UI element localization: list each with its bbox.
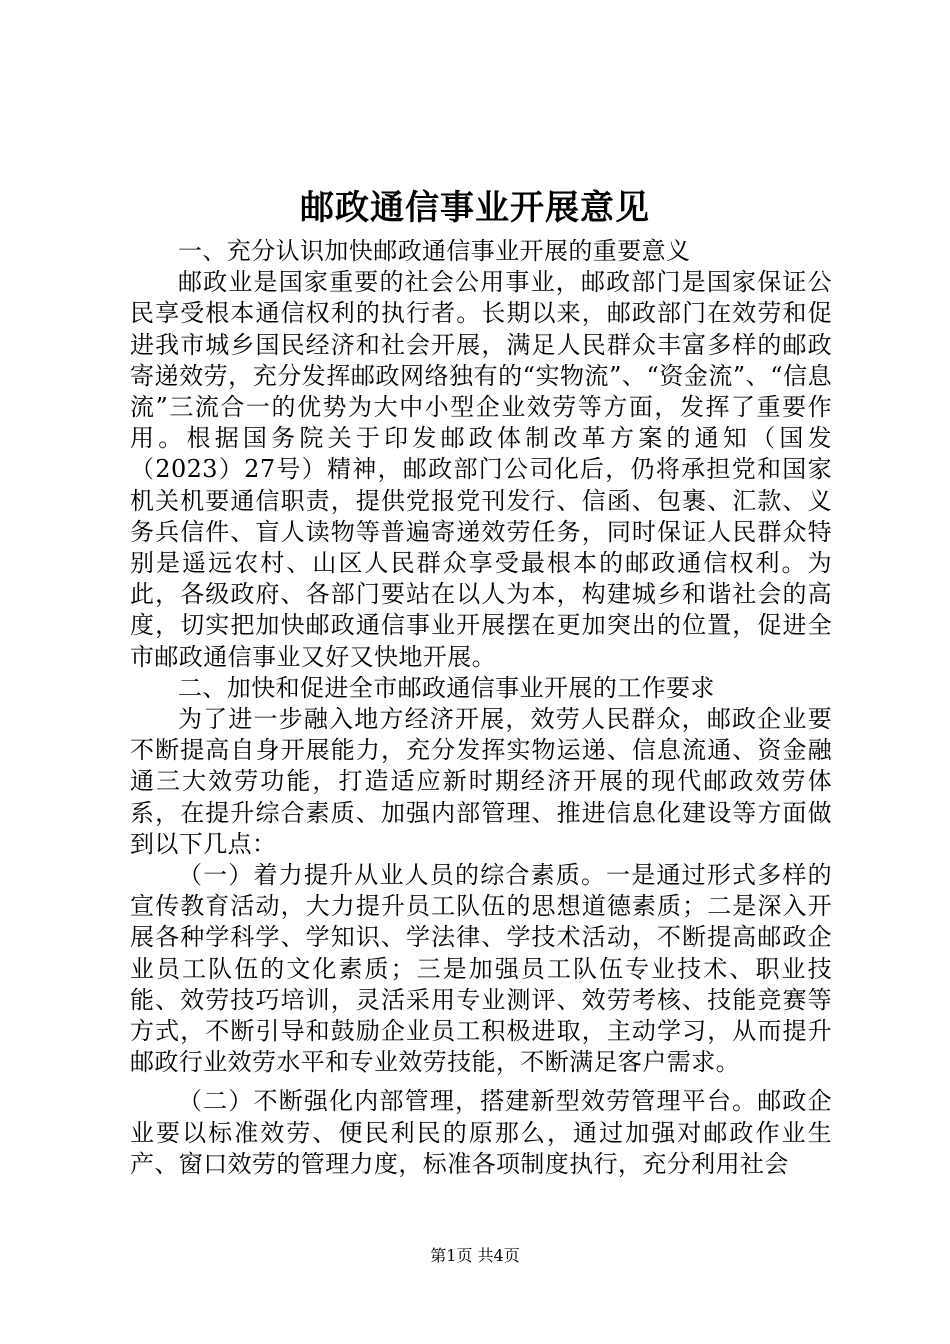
paragraph-1: 邮政业是国家重要的社会公用事业，邮政部门是国家保证公民享受根本通信权利的执行者。长期以来，邮政部门在效劳和促进我市城乡国民经济和社会开展，满足人民群众丰富多样的邮政寄递效劳，充分发挥邮政网络独有的“实物流”、“资金流”、“信息流”三流合一的优势为大中小型企业效劳等方面，发挥了重要作用。根据国务院关于印发邮政体制改革方案的通知（国发（2023）27号）精神，邮政部门公司化后，仍将承担党和国家机关机要通信职责，提供党报党刊发行、信函、包裹、汇款、义务兵信件、盲人读物等普遍寄递效劳任务，同时保证人民群众特别是遥远农村、山区人民群众享受最根本的邮政通信权利。为此，各级政府、各部门要站在以人为本，构建城乡和谐社会的高度，切实把加快邮政通信事业开展摆在更加突出的位置，促进全市邮政通信事业又好又快地开展。 — [130, 268, 832, 671]
paragraph-3: （一）着力提升从业人员的综合素质。一是通过形式多样的宣传教育活动，大力提升员工队伍的思想道德素质；二是深入开展各种学科学、学知识、学法律、学技术活动，不断提高邮政企业员工队伍的文化素质；三是加强员工队伍专业技术、职业技能、效劳技巧培训，灵活采用专业测评、效劳考核、技能竞赛等方式，不断引导和鼓励企业员工积极进取，主动学习，从而提升邮政行业效劳水平和专业效劳技能，不断满足客户需求。 — [130, 861, 832, 1077]
section-heading-1: 一、充分认识加快邮政通信事业开展的重要意义 — [178, 237, 691, 265]
page-title: 邮政通信事业开展意见 — [300, 188, 650, 228]
paragraph-2: 为了进一步融入地方经济开展，效劳人民群众，邮政企业要不断提高自身开展能力，充分发挥实物运递、信息流通、资金融通三大效劳功能，打造适应新时期经济开展的现代邮政效劳体系，在提升综合素质、加强内部管理、推进信息化建设等方面做到以下几点： — [130, 705, 832, 858]
page-number-footer: 第1页 共4页 — [430, 1246, 520, 1265]
paragraph-4: （二）不断强化内部管理，搭建新型效劳管理平台。邮政企业要以标准效劳、便民利民的原那么，通过加强对邮政作业生产、窗口效劳的管理力度，标准各项制度执行，充分利用社会 — [130, 1087, 832, 1178]
section-heading-2: 二、加快和促进全市邮政通信事业开展的工作要求 — [178, 673, 715, 702]
document-body — [130, 236, 832, 1180]
